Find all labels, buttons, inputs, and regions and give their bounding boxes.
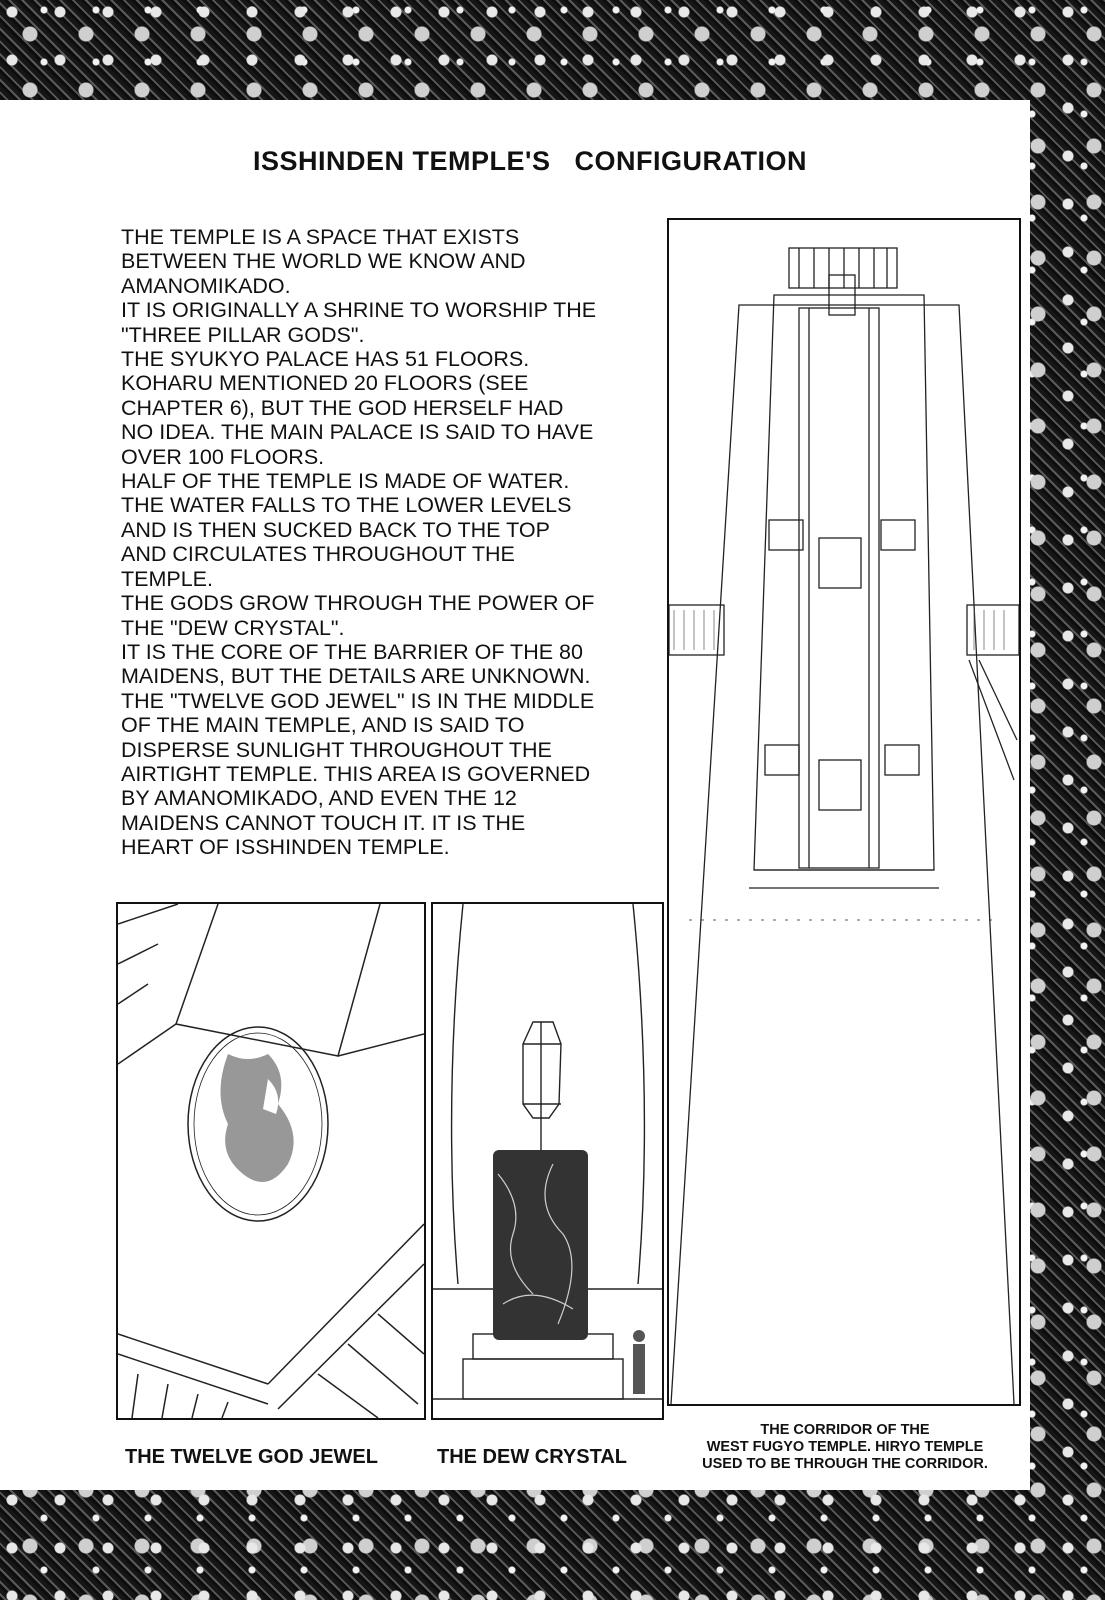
caption-twelve-god-jewel: THE TWELVE GOD JEWEL bbox=[125, 1446, 378, 1468]
caption-line: WEST FUGYO TEMPLE. HIRYO TEMPLE bbox=[706, 1439, 984, 1455]
text-line: BETWEEN THE WORLD WE KNOW AND bbox=[121, 249, 526, 274]
text-line: THE "DEW CRYSTAL". bbox=[121, 615, 345, 640]
text-line: DISPERSE SUNLIGHT THROUGHOUT THE bbox=[121, 737, 552, 762]
text-line: AND IS THEN SUCKED BACK TO THE TOP bbox=[121, 517, 550, 542]
text-line: THE "TWELVE GOD JEWEL" IS IN THE MIDDLE bbox=[121, 688, 595, 713]
caption-corridor bbox=[670, 1422, 1020, 1473]
text-line: AND CIRCULATES THROUGHOUT THE bbox=[121, 542, 515, 567]
corridor-illustration bbox=[667, 218, 1021, 1406]
text-line: CHAPTER 6), BUT THE GOD HERSELF HAD bbox=[121, 395, 564, 420]
text-line: AMANOMIKADO. bbox=[121, 273, 291, 298]
text-line: BY AMANOMIKADO, AND EVEN THE 12 bbox=[121, 786, 517, 811]
dew-crystal-illustration bbox=[431, 902, 664, 1420]
caption-line: USED TO BE THROUGH THE CORRIDOR. bbox=[702, 1456, 988, 1472]
text-line: THE TEMPLE IS A SPACE THAT EXISTS bbox=[121, 225, 520, 249]
text-line: NO IDEA. THE MAIN PALACE IS SAID TO HAVE bbox=[121, 420, 594, 445]
text-line: HALF OF THE TEMPLE IS MADE OF WATER. bbox=[121, 469, 570, 494]
page-title: ISSHINDEN TEMPLE'S CONFIGURATION bbox=[253, 146, 807, 176]
caption-dew-crystal: THE DEW CRYSTAL bbox=[437, 1446, 627, 1468]
text-line: TEMPLE. bbox=[121, 566, 213, 591]
text-line: OVER 100 FLOORS. bbox=[121, 444, 325, 469]
text-line: "THREE PILLAR GODS". bbox=[121, 322, 365, 347]
text-line: MAIDENS, BUT THE DETAILS ARE UNKNOWN. bbox=[121, 664, 591, 689]
text-line: AIRTIGHT TEMPLE. THIS AREA IS GOVERNED bbox=[121, 761, 591, 786]
text-line: IT IS ORIGINALLY A SHRINE TO WORSHIP THE bbox=[121, 298, 597, 323]
text-line: THE SYUKYO PALACE HAS 51 FLOORS. bbox=[121, 347, 530, 372]
description-text bbox=[121, 225, 661, 860]
twelve-god-jewel-illustration bbox=[116, 902, 426, 1420]
text-line: THE GODS GROW THROUGH THE POWER OF bbox=[121, 591, 595, 616]
text-line: IT IS THE CORE OF THE BARRIER OF THE 80 bbox=[121, 639, 583, 664]
text-line: THE WATER FALLS TO THE LOWER LEVELS bbox=[121, 493, 572, 518]
page-sheet bbox=[0, 100, 1030, 1490]
text-line: KOHARU MENTIONED 20 FLOORS (SEE bbox=[121, 371, 529, 396]
text-line: OF THE MAIN TEMPLE, AND IS SAID TO bbox=[121, 713, 525, 738]
text-line: HEART OF ISSHINDEN TEMPLE. bbox=[121, 835, 450, 860]
text-line: MAIDENS CANNOT TOUCH IT. IT IS THE bbox=[121, 810, 526, 835]
caption-line: THE CORRIDOR OF THE bbox=[760, 1422, 930, 1438]
